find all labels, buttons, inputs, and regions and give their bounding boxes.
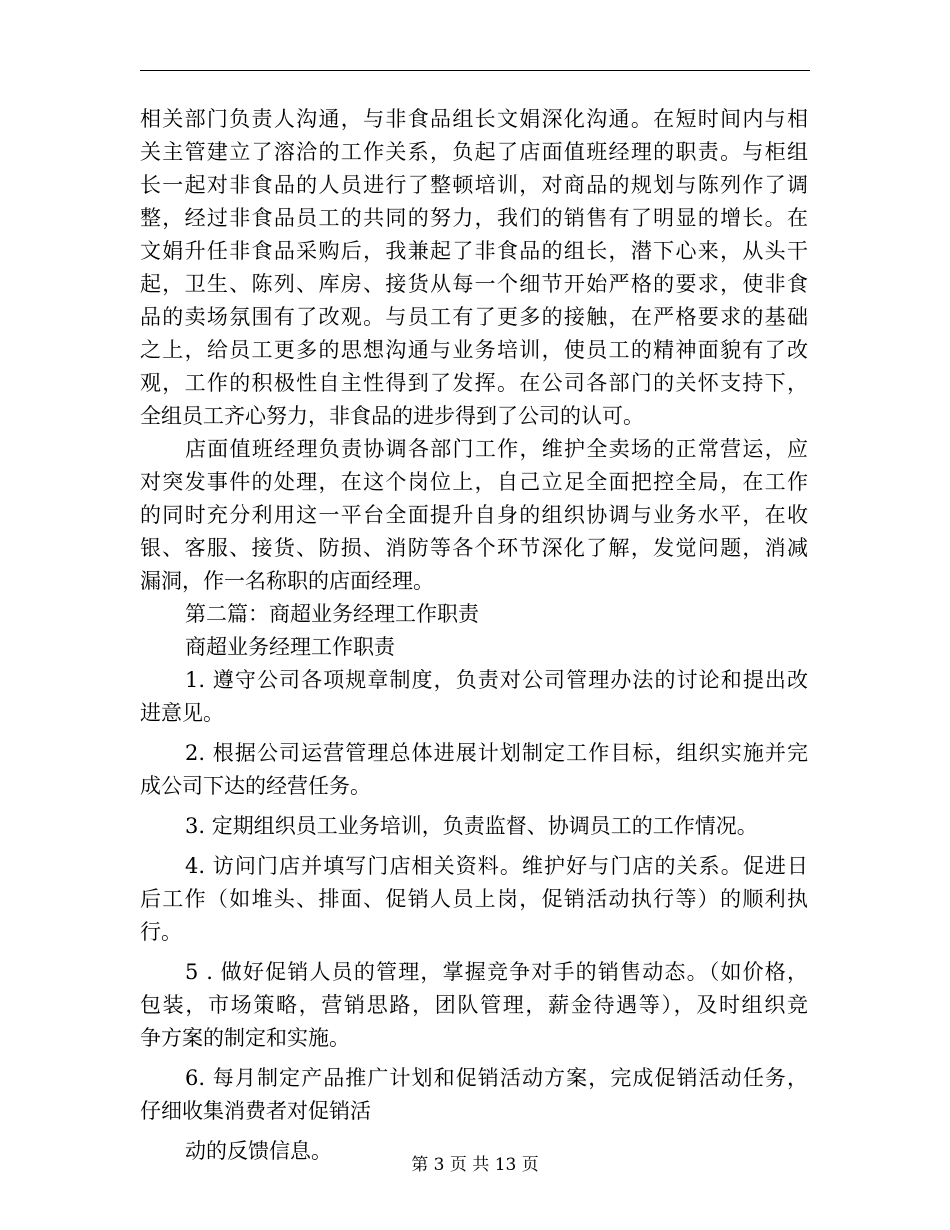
paragraph-line: 起，卫生、陈列、库房、接货从每一个细节开始严格的要求，使非食 xyxy=(140,272,808,296)
list-item-line: 仔细收集消费者对促销活 xyxy=(140,1099,371,1123)
list-item-line: 1. 遵守公司各项规章制度，负责对公司管理办法的讨论和提出改 xyxy=(185,668,808,692)
list-item-line: 动的反馈信息。 xyxy=(185,1139,332,1163)
paragraph-line: 相关部门负责人沟通，与非食品组长文娟深化沟通。在短时间内与相 xyxy=(140,107,808,131)
section-subheading: 商超业务经理工作职责 xyxy=(185,635,395,659)
paragraph-line: 漏洞，作一名称职的店面经理。 xyxy=(140,569,434,593)
list-item-line: 争方案的制定和实施。 xyxy=(140,1026,350,1050)
list-item-line: 6. 每月制定产品推广计划和促销活动方案，完成促销活动任务， xyxy=(185,1066,808,1090)
list-item-line: 3. 定期组织员工业务培训，负责监督、协调员工的工作情况。 xyxy=(185,814,758,838)
list-item-line: 进意见。 xyxy=(140,701,224,725)
list-item-line: 后工作（如堆头、排面、促销人员上岗，促销活动执行等）的顺利执 xyxy=(140,887,808,911)
paragraph-line: 对突发事件的处理，在这个岗位上，自己立足全面把控全局，在工作 xyxy=(140,470,808,494)
paragraph-line: 品的卖场氛围有了改观。与员工有了更多的接触，在严格要求的基础 xyxy=(140,305,808,329)
paragraph-line: 银、客服、接货、防损、消防等各个环节深化了解，发觉问题，消减 xyxy=(140,536,808,560)
paragraph-line: 之上，给员工更多的思想沟通与业务培训，使员工的精神面貌有了改 xyxy=(140,338,808,362)
list-item-line: 包装，市场策略，营销思路，团队管理，薪金待遇等），及时组织竞 xyxy=(140,993,808,1017)
list-item-line: 4. 访问门店并填写门店相关资料。维护好与门店的关系。促进日 xyxy=(185,854,808,878)
list-item-line: 5 . 做好促销人员的管理，掌握竞争对手的销售动态。（如价格， xyxy=(185,960,808,984)
paragraph-line: 店面值班经理负责协调各部门工作，维护全卖场的正常营运，应 xyxy=(185,437,808,461)
section-heading: 第二篇：商超业务经理工作职责 xyxy=(185,602,479,626)
list-item-line: 行。 xyxy=(140,920,182,944)
page-number: 第 3 页 共 13 页 xyxy=(411,1155,539,1175)
paragraph-line: 文娟升任非食品采购后，我兼起了非食品的组长，潜下心来，从头干 xyxy=(140,239,808,263)
paragraph-line: 观，工作的积极性自主性得到了发挥。在公司各部门的关怀支持下， xyxy=(140,371,808,395)
paragraph-line: 全组员工齐心努力，非食品的进步得到了公司的认可。 xyxy=(140,404,644,428)
paragraph-line: 长一起对非食品的人员进行了整顿培训，对商品的规划与陈列作了调 xyxy=(140,173,808,197)
document-body xyxy=(140,103,808,1168)
list-item-line: 成公司下达的经营任务。 xyxy=(140,774,371,798)
list-item-line: 2. 根据公司运营管理总体进展计划制定工作目标，组织实施并完 xyxy=(185,741,808,765)
paragraph-line: 关主管建立了溶洽的工作关系，负起了店面值班经理的职责。与柜组 xyxy=(140,140,808,164)
paragraph-line: 整，经过非食品员工的共同的努力，我们的销售有了明显的增长。在 xyxy=(140,206,808,230)
header-rule xyxy=(140,70,810,71)
paragraph-line: 的同时充分利用这一平台全面提升自身的组织协调与业务水平，在收 xyxy=(140,503,808,527)
